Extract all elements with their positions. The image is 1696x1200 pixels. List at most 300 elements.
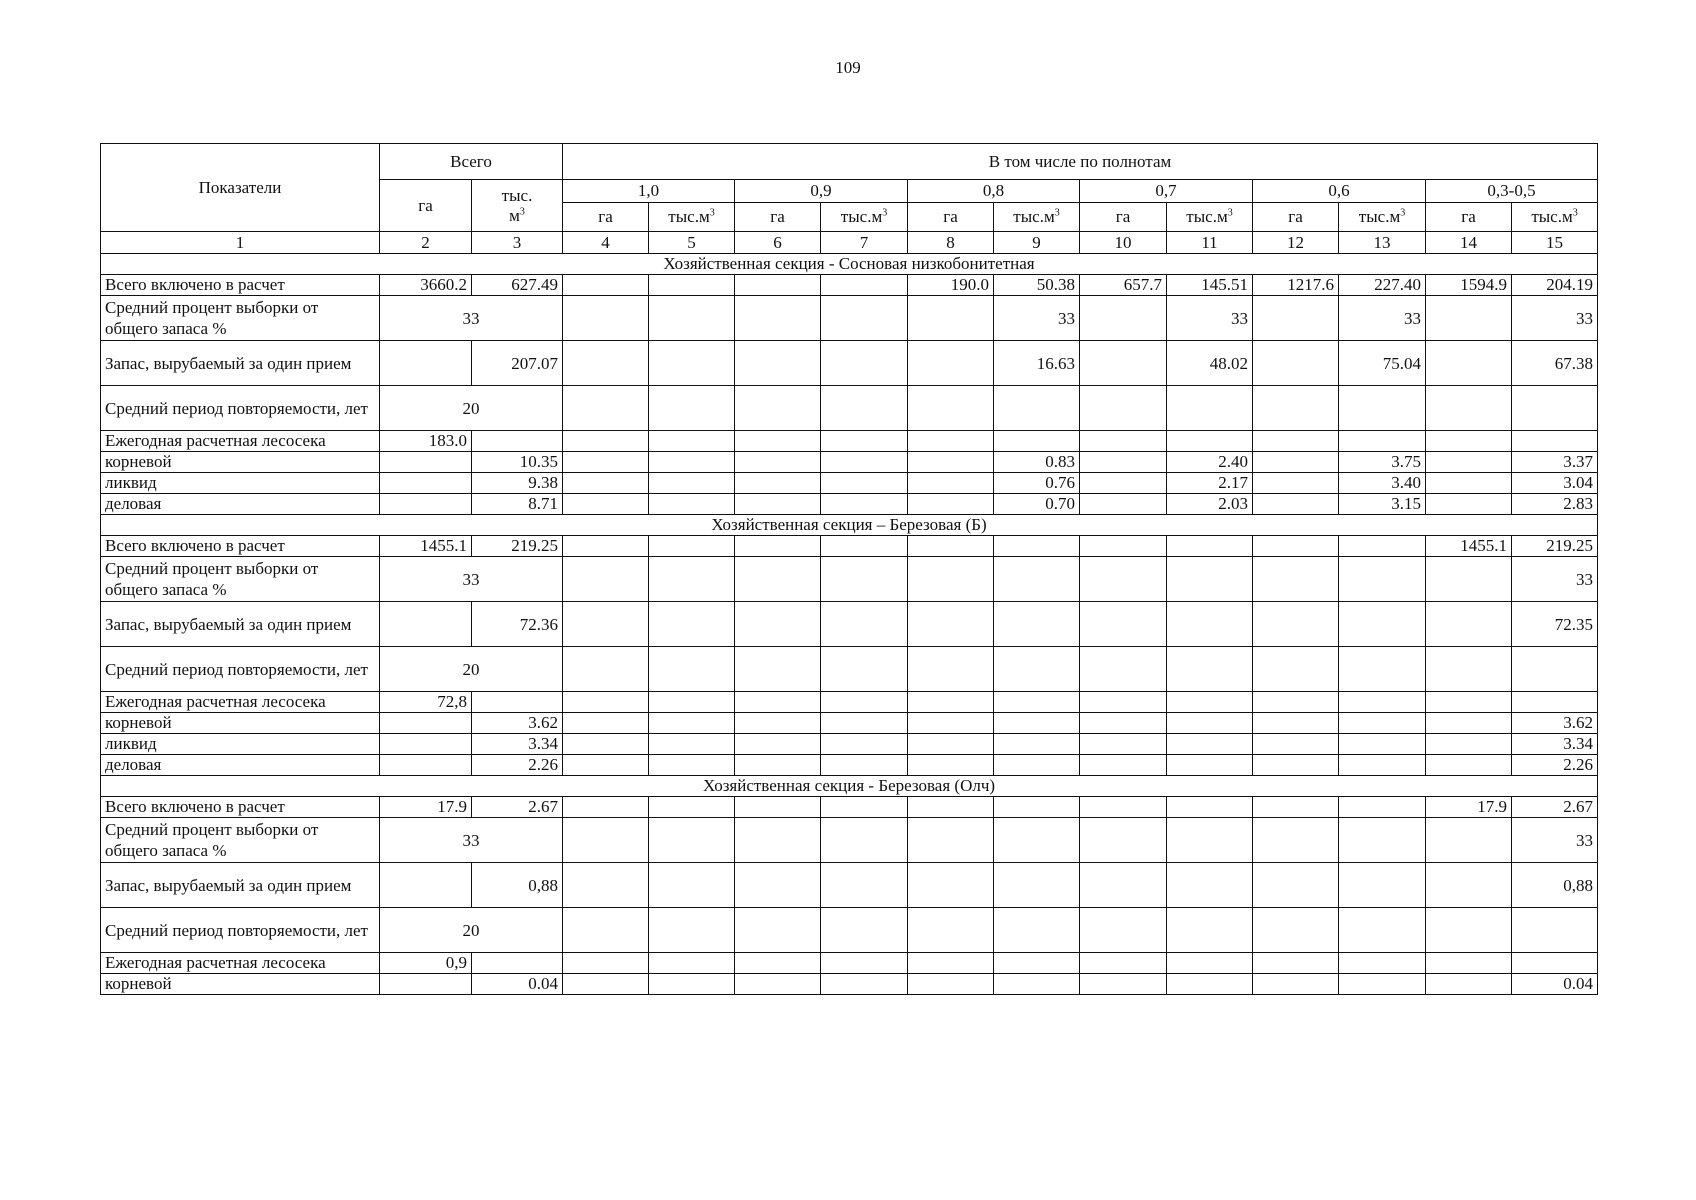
value-cell bbox=[1080, 953, 1167, 974]
value-cell bbox=[735, 473, 821, 494]
value-cell bbox=[1426, 494, 1512, 515]
value-cell bbox=[1167, 953, 1253, 974]
value-cell bbox=[1080, 713, 1167, 734]
value-cell bbox=[1253, 296, 1339, 341]
value-cell: 2.17 bbox=[1167, 473, 1253, 494]
avg-period-row bbox=[101, 647, 1598, 692]
value-cell bbox=[908, 536, 994, 557]
value-cell bbox=[735, 863, 821, 908]
value-cell bbox=[1339, 431, 1426, 452]
column-number: 14 bbox=[1426, 232, 1512, 254]
value-cell bbox=[1253, 386, 1339, 431]
value-cell bbox=[821, 536, 908, 557]
value-cell: 0.76 bbox=[994, 473, 1080, 494]
row-label: Запас, вырубаемый за один прием bbox=[101, 341, 380, 386]
value-cell bbox=[994, 386, 1080, 431]
total-merged-cell: 20 bbox=[380, 908, 563, 953]
section-title: Хозяйственная секция – Березовая (Б) bbox=[101, 515, 1598, 536]
value-cell: 3.37 bbox=[1512, 452, 1598, 473]
value-cell bbox=[821, 386, 908, 431]
value-cell bbox=[1339, 974, 1426, 995]
row-label: Всего включено в расчет bbox=[101, 797, 380, 818]
value-cell bbox=[821, 692, 908, 713]
value-cell bbox=[908, 431, 994, 452]
value-cell bbox=[563, 473, 649, 494]
value-cell bbox=[1339, 536, 1426, 557]
value-cell bbox=[821, 974, 908, 995]
total-merged-cell: 33 bbox=[380, 557, 563, 602]
value-cell bbox=[735, 341, 821, 386]
unit-ha: га bbox=[1426, 203, 1512, 232]
value-cell bbox=[1080, 452, 1167, 473]
unit-volume: $тыс.м^3$ bbox=[994, 203, 1080, 232]
value-cell bbox=[1339, 386, 1426, 431]
value-cell bbox=[1080, 818, 1167, 863]
value-cell bbox=[1253, 341, 1339, 386]
unit-volume: $тыс.м^3$ bbox=[1512, 203, 1598, 232]
row-label: Ежегодная расчетная лесосека bbox=[101, 692, 380, 713]
value-cell: 1455.1 bbox=[1426, 536, 1512, 557]
value-cell bbox=[1167, 557, 1253, 602]
value-cell bbox=[1339, 647, 1426, 692]
value-cell bbox=[1167, 713, 1253, 734]
value-cell bbox=[1253, 863, 1339, 908]
value-cell: 204.19 bbox=[1512, 275, 1598, 296]
value-cell bbox=[1512, 647, 1598, 692]
value-cell bbox=[1339, 755, 1426, 776]
value-cell bbox=[380, 494, 472, 515]
section-title-row bbox=[101, 776, 1598, 797]
value-cell: 1217.6 bbox=[1253, 275, 1339, 296]
value-cell: 75.04 bbox=[1339, 341, 1426, 386]
value-cell bbox=[1512, 431, 1598, 452]
value-cell bbox=[821, 494, 908, 515]
value-cell: 2.40 bbox=[1167, 452, 1253, 473]
density-group-header: 0,6 bbox=[1253, 180, 1426, 203]
value-cell: 190.0 bbox=[908, 275, 994, 296]
value-cell bbox=[380, 452, 472, 473]
value-cell: 3.40 bbox=[1339, 473, 1426, 494]
value-cell bbox=[1253, 431, 1339, 452]
value-cell bbox=[1080, 557, 1167, 602]
stock-per-cut-row bbox=[101, 341, 1598, 386]
value-cell bbox=[1339, 602, 1426, 647]
value-cell bbox=[994, 692, 1080, 713]
value-cell bbox=[649, 557, 735, 602]
value-cell bbox=[1253, 536, 1339, 557]
value-cell: 3.04 bbox=[1512, 473, 1598, 494]
value-cell bbox=[821, 908, 908, 953]
header-total: Всего bbox=[380, 144, 563, 180]
value-cell bbox=[1253, 647, 1339, 692]
total-included-row bbox=[101, 536, 1598, 557]
value-cell bbox=[1339, 818, 1426, 863]
avg-percent-row bbox=[101, 818, 1598, 863]
value-cell bbox=[563, 557, 649, 602]
value-cell: 8.71 bbox=[472, 494, 563, 515]
volume-row bbox=[101, 974, 1598, 995]
value-cell bbox=[821, 797, 908, 818]
value-cell bbox=[649, 647, 735, 692]
column-number: 10 bbox=[1080, 232, 1167, 254]
value-cell: 33 bbox=[1512, 818, 1598, 863]
row-label: ликвид bbox=[101, 734, 380, 755]
value-cell bbox=[380, 713, 472, 734]
stock-per-cut-row bbox=[101, 863, 1598, 908]
value-cell bbox=[649, 734, 735, 755]
value-cell: 1594.9 bbox=[1426, 275, 1512, 296]
value-cell bbox=[1080, 797, 1167, 818]
unit-ha: га bbox=[908, 203, 994, 232]
value-cell bbox=[1253, 953, 1339, 974]
value-cell bbox=[1080, 602, 1167, 647]
value-cell bbox=[1080, 755, 1167, 776]
value-cell bbox=[908, 452, 994, 473]
value-cell bbox=[821, 818, 908, 863]
unit-volume: $тыс.м^3$ bbox=[1339, 203, 1426, 232]
value-cell bbox=[1339, 908, 1426, 953]
value-cell bbox=[563, 908, 649, 953]
value-cell bbox=[649, 908, 735, 953]
value-cell: 3.34 bbox=[1512, 734, 1598, 755]
value-cell bbox=[563, 536, 649, 557]
value-cell bbox=[1426, 755, 1512, 776]
value-cell bbox=[1080, 494, 1167, 515]
row-label: Всего включено в расчет bbox=[101, 536, 380, 557]
value-cell bbox=[821, 296, 908, 341]
unit-ha: га bbox=[735, 203, 821, 232]
value-cell bbox=[994, 908, 1080, 953]
row-label: Средний период повторяемости, лет bbox=[101, 908, 380, 953]
value-cell: 9.38 bbox=[472, 473, 563, 494]
value-cell bbox=[1253, 818, 1339, 863]
table-body bbox=[101, 254, 1598, 995]
unit-volume: $тыс.м^3$ bbox=[649, 203, 735, 232]
value-cell bbox=[735, 974, 821, 995]
allowable-cut-table bbox=[100, 143, 1598, 995]
value-cell: 145.51 bbox=[1167, 275, 1253, 296]
value-cell: 0.70 bbox=[994, 494, 1080, 515]
annual-cut-row bbox=[101, 431, 1598, 452]
value-cell bbox=[908, 494, 994, 515]
value-cell bbox=[563, 602, 649, 647]
total-merged-cell: 20 bbox=[380, 647, 563, 692]
value-cell bbox=[994, 797, 1080, 818]
value-cell bbox=[563, 953, 649, 974]
value-cell bbox=[1167, 734, 1253, 755]
value-cell bbox=[1426, 818, 1512, 863]
value-cell: 72.35 bbox=[1512, 602, 1598, 647]
value-cell bbox=[563, 692, 649, 713]
value-cell bbox=[735, 296, 821, 341]
total-merged-cell: 33 bbox=[380, 818, 563, 863]
row-label: корневой bbox=[101, 452, 380, 473]
value-cell bbox=[1426, 713, 1512, 734]
value-cell: 72,8 bbox=[380, 692, 472, 713]
value-cell: 3.34 bbox=[472, 734, 563, 755]
value-cell bbox=[1167, 797, 1253, 818]
column-number: 7 bbox=[821, 232, 908, 254]
value-cell bbox=[735, 797, 821, 818]
value-cell: 219.25 bbox=[1512, 536, 1598, 557]
value-cell bbox=[1253, 602, 1339, 647]
value-cell bbox=[735, 953, 821, 974]
value-cell bbox=[1426, 953, 1512, 974]
value-cell bbox=[563, 755, 649, 776]
avg-period-row bbox=[101, 908, 1598, 953]
value-cell: 627.49 bbox=[472, 275, 563, 296]
value-cell bbox=[735, 602, 821, 647]
value-cell bbox=[1080, 734, 1167, 755]
value-cell: 48.02 bbox=[1167, 341, 1253, 386]
value-cell bbox=[1080, 386, 1167, 431]
row-label: Всего включено в расчет bbox=[101, 275, 380, 296]
value-cell bbox=[472, 692, 563, 713]
value-cell bbox=[1253, 734, 1339, 755]
value-cell bbox=[821, 734, 908, 755]
value-cell: 2.26 bbox=[1512, 755, 1598, 776]
column-number: 15 bbox=[1512, 232, 1598, 254]
value-cell bbox=[908, 953, 994, 974]
value-cell bbox=[649, 953, 735, 974]
value-cell: 227.40 bbox=[1339, 275, 1426, 296]
value-cell: 0,9 bbox=[380, 953, 472, 974]
unit-volume: $тыс.м^3$ bbox=[821, 203, 908, 232]
value-cell: 33 bbox=[1167, 296, 1253, 341]
section-title-row bbox=[101, 515, 1598, 536]
value-cell bbox=[649, 818, 735, 863]
value-cell bbox=[908, 296, 994, 341]
row-label: деловая bbox=[101, 494, 380, 515]
value-cell bbox=[821, 473, 908, 494]
value-cell bbox=[1167, 602, 1253, 647]
value-cell bbox=[735, 536, 821, 557]
value-cell: 17.9 bbox=[1426, 797, 1512, 818]
column-number: 12 bbox=[1253, 232, 1339, 254]
value-cell bbox=[994, 974, 1080, 995]
value-cell bbox=[1426, 557, 1512, 602]
value-cell bbox=[649, 602, 735, 647]
avg-period-row bbox=[101, 386, 1598, 431]
volume-row bbox=[101, 452, 1598, 473]
value-cell bbox=[735, 557, 821, 602]
unit-ha: га bbox=[1253, 203, 1339, 232]
value-cell bbox=[908, 557, 994, 602]
value-cell bbox=[1080, 341, 1167, 386]
value-cell bbox=[563, 713, 649, 734]
density-group-header: 1,0 bbox=[563, 180, 735, 203]
value-cell bbox=[1512, 386, 1598, 431]
value-cell bbox=[1426, 431, 1512, 452]
value-cell bbox=[1253, 557, 1339, 602]
value-cell bbox=[1512, 908, 1598, 953]
value-cell bbox=[735, 386, 821, 431]
value-cell bbox=[994, 431, 1080, 452]
value-cell bbox=[649, 755, 735, 776]
value-cell bbox=[1426, 452, 1512, 473]
value-cell: 0,88 bbox=[472, 863, 563, 908]
value-cell bbox=[1167, 692, 1253, 713]
annual-cut-row bbox=[101, 692, 1598, 713]
value-cell bbox=[1426, 473, 1512, 494]
value-cell bbox=[1167, 863, 1253, 908]
value-cell bbox=[908, 341, 994, 386]
value-cell: 10.35 bbox=[472, 452, 563, 473]
row-label: Запас, вырубаемый за один прием bbox=[101, 602, 380, 647]
value-cell bbox=[908, 797, 994, 818]
value-cell bbox=[1080, 431, 1167, 452]
value-cell bbox=[380, 602, 472, 647]
value-cell bbox=[994, 953, 1080, 974]
value-cell bbox=[563, 734, 649, 755]
total-included-row bbox=[101, 275, 1598, 296]
value-cell: 72.36 bbox=[472, 602, 563, 647]
value-cell bbox=[908, 755, 994, 776]
value-cell bbox=[1339, 734, 1426, 755]
column-number: 1 bbox=[101, 232, 380, 254]
value-cell bbox=[1167, 974, 1253, 995]
value-cell bbox=[472, 953, 563, 974]
total-merged-cell: 33 bbox=[380, 296, 563, 341]
value-cell: 0.83 bbox=[994, 452, 1080, 473]
value-cell bbox=[380, 341, 472, 386]
value-cell: 2.03 bbox=[1167, 494, 1253, 515]
value-cell bbox=[994, 647, 1080, 692]
row-label: Ежегодная расчетная лесосека bbox=[101, 953, 380, 974]
value-cell bbox=[1253, 755, 1339, 776]
column-numbers-row bbox=[101, 232, 1598, 254]
value-cell: 50.38 bbox=[994, 275, 1080, 296]
value-cell bbox=[994, 536, 1080, 557]
value-cell bbox=[1167, 818, 1253, 863]
value-cell bbox=[821, 713, 908, 734]
header-by-density: В том числе по полнотам bbox=[563, 144, 1598, 180]
value-cell: 33 bbox=[1339, 296, 1426, 341]
density-group-header: 0,3-0,5 bbox=[1426, 180, 1598, 203]
value-cell bbox=[563, 296, 649, 341]
value-cell bbox=[563, 386, 649, 431]
value-cell bbox=[908, 974, 994, 995]
value-cell bbox=[1339, 713, 1426, 734]
value-cell: 3.62 bbox=[1512, 713, 1598, 734]
value-cell bbox=[649, 863, 735, 908]
value-cell bbox=[908, 734, 994, 755]
value-cell bbox=[1167, 908, 1253, 953]
value-cell bbox=[563, 974, 649, 995]
value-cell bbox=[649, 275, 735, 296]
density-group-header: 0,8 bbox=[908, 180, 1080, 203]
column-number: 5 bbox=[649, 232, 735, 254]
row-label: Ежегодная расчетная лесосека bbox=[101, 431, 380, 452]
value-cell bbox=[563, 797, 649, 818]
value-cell bbox=[1253, 713, 1339, 734]
value-cell: 0.04 bbox=[472, 974, 563, 995]
unit-ha: га bbox=[563, 203, 649, 232]
column-number: 13 bbox=[1339, 232, 1426, 254]
value-cell bbox=[821, 755, 908, 776]
value-cell bbox=[908, 473, 994, 494]
value-cell bbox=[1080, 974, 1167, 995]
value-cell bbox=[649, 713, 735, 734]
header-total-ha: га bbox=[380, 180, 472, 232]
value-cell bbox=[1339, 797, 1426, 818]
avg-percent-row bbox=[101, 296, 1598, 341]
value-cell bbox=[821, 602, 908, 647]
value-cell: 33 bbox=[994, 296, 1080, 341]
value-cell bbox=[735, 431, 821, 452]
column-number: 3 bbox=[472, 232, 563, 254]
section-title: Хозяйственная секция - Березовая (Олч) bbox=[101, 776, 1598, 797]
value-cell bbox=[472, 431, 563, 452]
value-cell bbox=[649, 692, 735, 713]
header-indicators: Показатели bbox=[101, 144, 380, 232]
value-cell bbox=[1080, 473, 1167, 494]
value-cell bbox=[563, 863, 649, 908]
value-cell bbox=[994, 557, 1080, 602]
value-cell bbox=[908, 692, 994, 713]
value-cell bbox=[735, 452, 821, 473]
value-cell bbox=[908, 602, 994, 647]
value-cell bbox=[994, 734, 1080, 755]
value-cell bbox=[821, 557, 908, 602]
value-cell bbox=[1426, 692, 1512, 713]
value-cell bbox=[1080, 296, 1167, 341]
value-cell: 33 bbox=[1512, 557, 1598, 602]
value-cell bbox=[1512, 692, 1598, 713]
value-cell bbox=[735, 818, 821, 863]
avg-percent-row bbox=[101, 557, 1598, 602]
value-cell bbox=[735, 713, 821, 734]
value-cell bbox=[1426, 386, 1512, 431]
annual-cut-row bbox=[101, 953, 1598, 974]
value-cell: 3.62 bbox=[472, 713, 563, 734]
stock-per-cut-row bbox=[101, 602, 1598, 647]
value-cell bbox=[563, 275, 649, 296]
row-label: ликвид bbox=[101, 473, 380, 494]
volume-row bbox=[101, 734, 1598, 755]
volume-row bbox=[101, 494, 1598, 515]
density-group-header: 0,7 bbox=[1080, 180, 1253, 203]
row-label: Средний период повторяемости, лет bbox=[101, 386, 380, 431]
value-cell bbox=[563, 494, 649, 515]
value-cell bbox=[649, 536, 735, 557]
column-number: 9 bbox=[994, 232, 1080, 254]
value-cell bbox=[1339, 692, 1426, 713]
value-cell bbox=[735, 647, 821, 692]
value-cell bbox=[735, 692, 821, 713]
value-cell bbox=[821, 863, 908, 908]
value-cell bbox=[649, 452, 735, 473]
column-number: 4 bbox=[563, 232, 649, 254]
value-cell bbox=[380, 755, 472, 776]
value-cell: 657.7 bbox=[1080, 275, 1167, 296]
value-cell: 0.04 bbox=[1512, 974, 1598, 995]
value-cell bbox=[1080, 647, 1167, 692]
value-cell: 3.15 bbox=[1339, 494, 1426, 515]
total-merged-cell: 20 bbox=[380, 386, 563, 431]
value-cell: 33 bbox=[1512, 296, 1598, 341]
value-cell bbox=[735, 734, 821, 755]
value-cell bbox=[994, 602, 1080, 647]
value-cell bbox=[1253, 452, 1339, 473]
value-cell bbox=[1426, 908, 1512, 953]
value-cell bbox=[1426, 734, 1512, 755]
value-cell: 67.38 bbox=[1512, 341, 1598, 386]
unit-ha: га bbox=[1080, 203, 1167, 232]
value-cell bbox=[735, 275, 821, 296]
row-label: деловая bbox=[101, 755, 380, 776]
value-cell bbox=[908, 908, 994, 953]
